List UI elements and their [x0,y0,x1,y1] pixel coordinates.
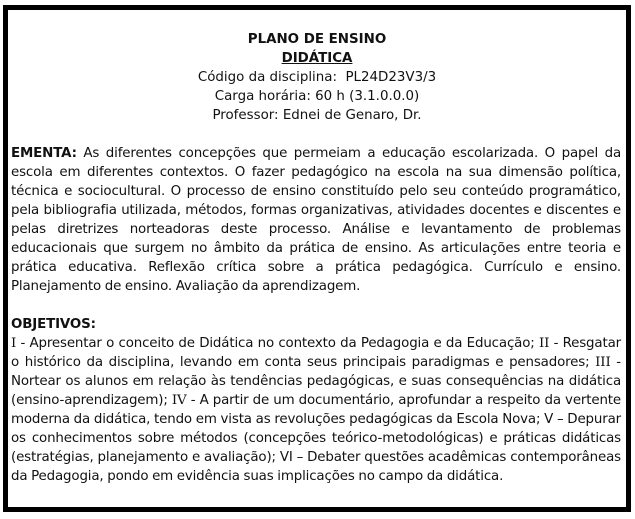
objective-numeral: IV [171,393,187,408]
objective-text: Debater questões acadêmicas contemporâneas da Pedagogia, pondo em evidência suas implicações no campo da didática. [11,450,621,484]
objective-separator: – [292,450,308,465]
objective-numeral: III [595,355,611,370]
objective-text: A partir de um documentário, aprofundar a respeito da vertente moderna da didática, tendo em vista as revoluções pedagógicas da Escola Nova; [11,393,621,427]
objective-separator: - [16,336,30,351]
document-title: PLANO DE ENSINO [247,32,387,47]
objective-text: Nortear os alunos em relação às tendências pedagógicas, e suas consequências na didática (ensino-aprendizagem); [11,374,621,408]
course-workload: Carga horária: 60 h (3.1.0.0.0) [214,89,420,104]
objetivos-section [11,315,621,486]
objective-numeral: I [11,336,17,351]
objective-separator: – [553,412,568,427]
ementa-text: As diferentes concepções que permeiam a educação escolarizada. O papel da escola em diferentes contextos. O fazer pedagógico na escola na sua dimensão política, técnica e sociocultural. O processo de ensino constituído pelo seu conteúdo programático, pela bibliografia utilizada, métodos, formas organizativas, atividades docentes e discentes e pelas diretrizes norteadoras deste processo. Análise e levantamento de problemas educacionais que surgem no âmbito da prática de ensino. As articulações entre teoria e prática educativa. Reflexão crítica sobre a prática pedagógica. Currículo e ensino. Planejamento de ensino. Avaliação da aprendizagem. [11,146,621,294]
objective-numeral: V [544,412,554,427]
objective-text: Depurar os conhecimentos sobre métodos (concepções teórico-metodológicas) e práticas didáticas (estratégias, planejamento e avaliação); [11,412,621,465]
subject-name: DIDÁTICA [281,51,353,66]
objective-separator: - [549,336,563,351]
objective-separator: - [610,355,621,370]
ementa-label: EMENTA: [11,146,77,161]
ementa-section [11,144,621,296]
course-professor: Professor: Ednei de Genaro, Dr. [212,108,422,123]
objective-numeral: VI [279,450,293,465]
objective-numeral: II [538,336,550,351]
objetivos-text [11,334,621,486]
objetivos-label: OBJETIVOS: [11,317,96,332]
document-header [8,30,626,125]
course-code: Código da disciplina: PL24D23V3/3 [197,70,437,85]
objective-text: Resgatar o histórico da disciplina, levando em conta seus principais paradigmas e pensadores; [11,336,621,370]
document-frame [3,5,631,512]
objective-separator: - [186,393,200,408]
objective-text: Apresentar o conceito de Didática no contexto da Pedagogia e da Educação; [29,336,539,351]
